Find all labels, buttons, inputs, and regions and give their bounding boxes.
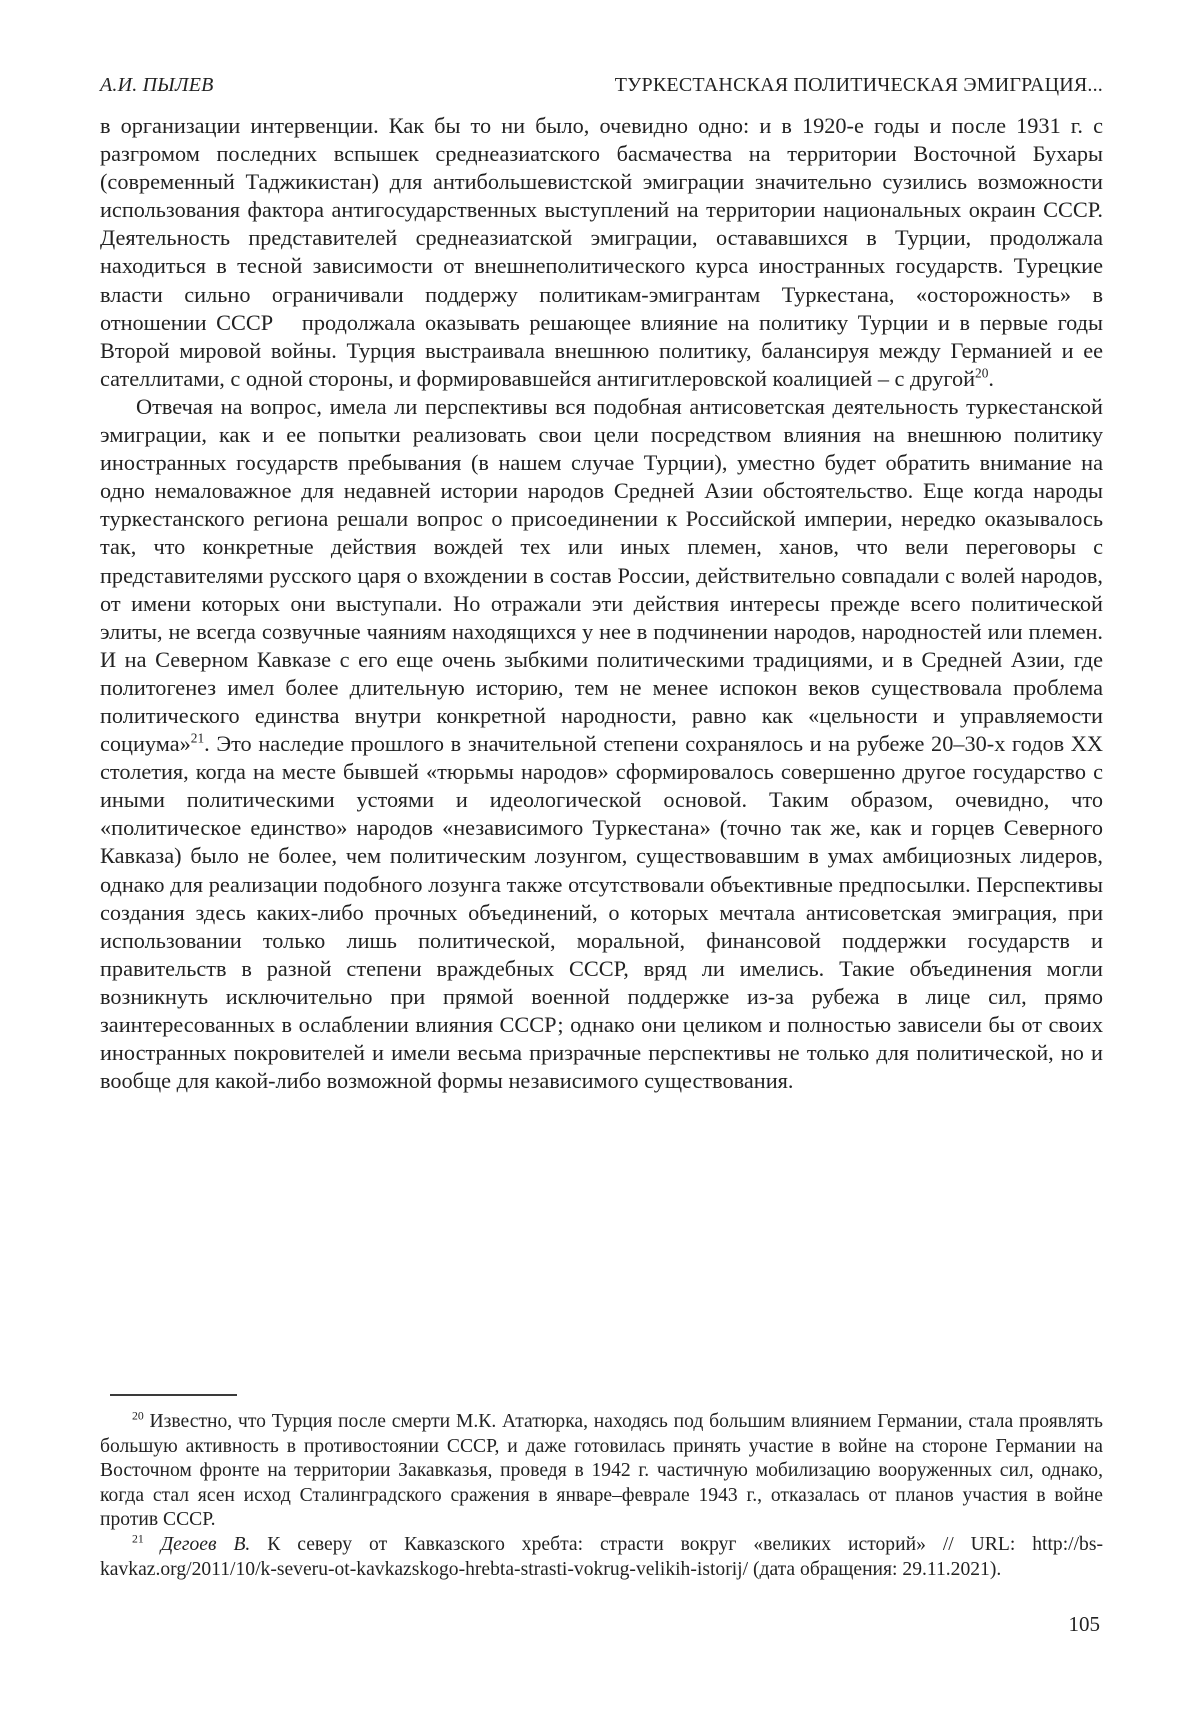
- footnote-20-text: Известно, что Турция после смерти М.К. Ататюрка, находясь под большим влиянием Германии, стала проявлять большую активность в противостоянии СССР, и даже готовилась принять участие в войне на стороне Германии на Восточном фронте на территории Закавказья, проведя в 1942 г. частичную мобилизацию вооруженных сил, однако, когда стал ясен исход Сталинградского сражения в январе–феврале 1943 г., отказалась от планов участия в войне против СССР.: [100, 1411, 1103, 1531]
- paragraph-1-tail: .: [988, 365, 994, 391]
- footnote-ref-21: 21: [190, 730, 205, 746]
- paragraph-2: [100, 393, 1103, 1095]
- paragraph-2-text-a: Отвечая на вопрос, имела ли перспективы вся подобная антисоветская деятельность туркестанской эмиграции, как и ее попытки реализовать свои цели посредством влияния на внешнюю политику иностранных государств пребывания (в нашем случае Турции), уместно будет обратить внимание на одно немаловажное для недавней истории народов Средней Азии обстоятельство. Еще когда народы туркестанского региона решали вопрос о присоединении к Российской империи, нередко оказывалось так, что конкретные действия вождей тех или иных племен, ханов, что вели переговоры с представителями русского царя о вхождении в состав России, действительно совпадали с волей народов, от имени которых они выступали. Но отражали эти действия интересы прежде всего политической элиты, не всегда созвучные чаяниям находящихся у нее в подчинении народов, народностей или племен. И на Северном Кавказе с его еще очень зыбкими политическими традициями, и в Средней Азии, где политогенез имел более длительную историю, тем не менее испокон веков существовала проблема политического единства внутри конкретной народности, равно как «цельности и управляемости социума»: [100, 393, 1103, 757]
- running-head-title: ТУРКЕСТАНСКАЯ ПОЛИТИЧЕСКАЯ ЭМИГРАЦИЯ...: [614, 74, 1103, 96]
- footnote-ref-20: 20: [975, 365, 989, 381]
- running-head-author: А.И. ПЫЛЕВ: [100, 74, 214, 96]
- footnote-21-text: К северу от Кавказского хребта: страсти вокруг «великих историй» // URL: http://bs-kavkaz.org/2011/10/k-severu-ot-kavkazskogo-hrebta-strasti-vokrug-velikih-istorij/ (дата обращения: 29.11.2021).: [100, 1533, 1103, 1580]
- footnote-21-marker: 21: [132, 1532, 144, 1546]
- paragraph-1: [100, 112, 1103, 393]
- footnote-separator: [110, 1394, 237, 1396]
- footnote-21-author: Дегоев В.: [143, 1533, 251, 1555]
- running-head: [100, 74, 1103, 97]
- body-text: [100, 112, 1103, 1095]
- footnote-20-marker: 20: [132, 1409, 144, 1423]
- footnotes: [100, 1410, 1103, 1582]
- footnote-21: [100, 1533, 1103, 1582]
- page-number: 105: [1068, 1612, 1100, 1636]
- footnote-20: [100, 1410, 1103, 1533]
- paragraph-2-text-b: . Это наследие прошлого в значительной степени сохранялось и на рубеже 20–30-х годов XX столетия, когда на месте бывшей «тюрьмы народов» сформировалось совершенно другое государство с иными политическими устоями и идеологической основой. Таким образом, очевидно, что «политическое единство» народов «независимого Туркестана» (точно так же, как и горцев Северного Кавказа) было не более, чем политическим лозунгом, существовавшим в умах амбициозных лидеров, однако для реализации подобного лозунга также отсутствовали объективные предпосылки. Перспективы создания здесь каких-либо прочных объединений, о которых мечтала антисоветская эмиграция, при использовании только лишь политической, моральной, финансовой поддержки государств и правительств в разной степени враждебных СССР, вряд ли имелись. Такие объединения могли возникнуть исключительно при прямой военной поддержке из-за рубежа в лице сил, прямо заинтересованных в ослаблении влияния СССР; однако они целиком и полностью зависели бы от своих иностранных покровителей и имели весьма призрачные перспективы не только для политической, но и вообще для какой-либо возможной формы независимого существования.: [100, 731, 1103, 1094]
- paragraph-1-text: в организации интервенции. Как бы то ни было, очевидно одно: и в 1920-е годы и после 1931 г. с разгромом последних вспышек среднеазиатского басмачества на территории Восточной Бухары (современный Таджикистан) для антибольшевистской эмиграции значительно сузились возможности использования фактора антигосударственных выступлений на территории национальных окраин СССР. Деятельность представителей среднеазиатской эмиграции, остававшихся в Турции, продолжала находиться в тесной зависимости от внешнеполитического курса иностранных государств. Турецкие власти сильно ограничивали поддержу политикам-эмигрантам Туркестана, «осторожность» в отношении СССР продолжала оказывать решающее влияние на политику Турции и в первые годы Второй мировой войны. Турция выстраивала внешнюю политику, балансируя между Германией и ее сателлитами, с одной стороны, и формировавшейся антигитлеровской коалицией – с другой: [100, 113, 1103, 391]
